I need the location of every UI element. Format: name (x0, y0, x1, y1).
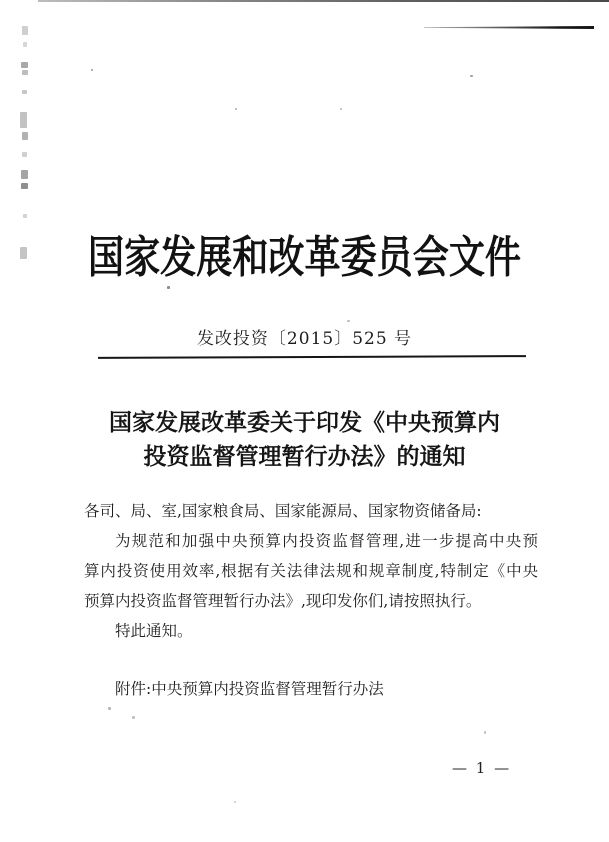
scan-speck (22, 90, 27, 94)
scan-speck (484, 731, 486, 734)
scan-speck (22, 152, 27, 157)
document-number: 发改投资〔2015〕525 号 (196, 329, 413, 349)
scan-speck (235, 108, 237, 110)
scan-speck (20, 247, 27, 259)
notice-title (0, 406, 609, 474)
scan-speck (340, 108, 342, 110)
scan-speck (22, 132, 28, 140)
notice-title-line-2: 投资监督管理暂行办法》的通知 (143, 443, 466, 470)
body-paragraph-line: 为规范和加强中央预算内投资监督管理,进一步提高中央预 (115, 532, 538, 550)
scan-speck (108, 707, 111, 710)
scan-speck (234, 801, 236, 803)
page-number: — 1 — (452, 759, 512, 777)
body-paragraph-line: 预算内投资监督管理暂行办法》,现印发你们,请按照执行。 (84, 592, 482, 610)
scan-speck (22, 26, 28, 35)
scan-speck (470, 75, 473, 77)
scan-speck (21, 183, 28, 189)
scan-speck (21, 62, 28, 68)
body-paragraph-line: 算内投资使用效率,根据有关法律法规和规章制度,特制定《中央 (84, 562, 538, 580)
scan-artifact-top-edge (38, 0, 609, 2)
scan-speck (21, 170, 28, 179)
scan-speck (20, 112, 27, 128)
scan-speck (167, 286, 170, 289)
scan-speck (132, 716, 135, 719)
closing-line: 特此通知。 (115, 622, 193, 640)
letterhead-rule (98, 355, 526, 359)
scan-speck (91, 69, 93, 71)
scan-speck (23, 42, 27, 47)
scan-speck (347, 320, 350, 322)
scan-artifact-streak (424, 26, 594, 29)
attachment-line: 附件:中央预算内投资监督管理暂行办法 (115, 680, 384, 698)
notice-body (84, 496, 538, 704)
issuing-agency-title: 国家发展和改革委员会文件 (88, 232, 521, 283)
notice-title-line-1: 国家发展改革委关于印发《中央预算内 (109, 409, 500, 436)
scan-speck (22, 70, 28, 75)
scan-speck (23, 214, 27, 218)
salutation-line: 各司、局、室,国家粮食局、国家能源局、国家物资储备局: (84, 502, 482, 520)
